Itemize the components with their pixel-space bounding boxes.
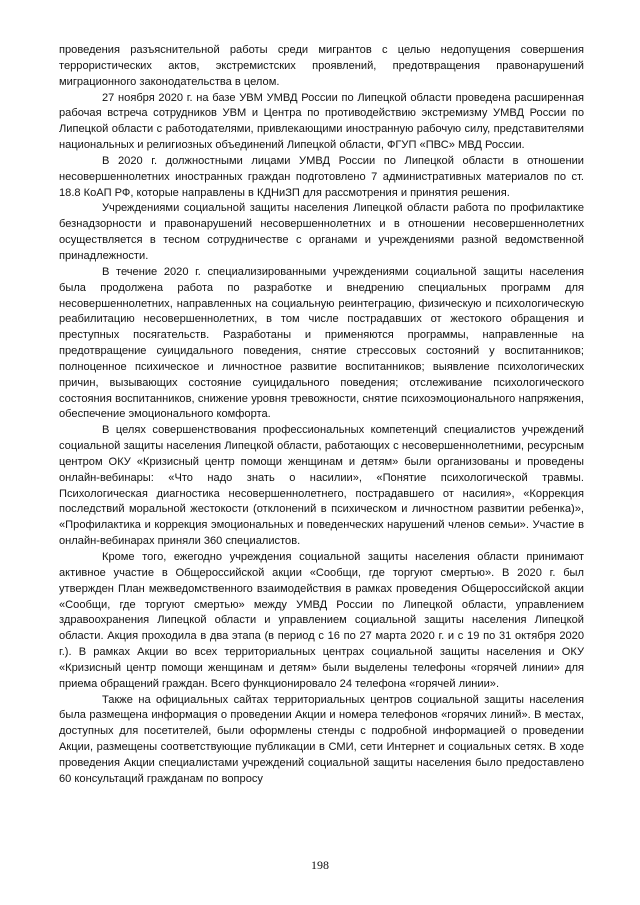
paragraph: 27 ноября 2020 г. на базе УВМ УМВД России по Липецкой области проведена расширенная рабочая встреча сотрудников УВМ и Центра по противодействию экстремизму УМВД России по Липецкой области с работодателями, привлекающими иностранную рабочую силу, представителями национальных и религиозных объединений Липецкой области, ФГУП «ПВС» МВД России. <box>59 91 584 152</box>
document-body <box>59 43 584 788</box>
paragraph: В целях совершенствования профессиональных компетенций специалистов учреждений социальной защиты населения Липецкой области, работающих с несовершеннолетними, ресурсным центром ОКУ «Кризисный центр помощи женщинам и детям» были организованы и проведены онлайн-вебинары: «Что надо знать о насилии», «Понятие психологической травмы. Психологическая диагностика несовершеннолетнего, пострадавшего от насилия», «Коррекция последствий моральной жестокости (отклонений в психическом и личностном развитии ребенка)», «Профилактика и коррекция эмоциональных и поведенческих нарушений членов семьи». Участие в онлайн-вебинарах приняли 360 специалистов. <box>59 424 584 548</box>
paragraph: В 2020 г. должностными лицами УМВД России по Липецкой области в отношении несовершеннолетних иностранных граждан подготовлено 7 административных материалов по ст. 18.8 КоАП РФ, которые направлены в КДНиЗП для рассмотрения и принятия решения. <box>59 154 584 199</box>
paragraph: В течение 2020 г. специализированными учреждениями социальной защиты населения была продолжена работа по разработке и внедрению специальных программ для несовершеннолетних, направленных на социальную реинтеграцию, физическую и психологическую реабилитацию несовершеннолетних, в том числе пострадавших от жестокого обращения и преступных посягательств. Разработаны и применяются программы, направленные на предотвращение суицидального поведения, снятие стрессовых состояний у воспитанников; полноценное психическое и личностное развитие воспитанников; выявление психологических причин, вызывающих состояние суицидального поведения; отслеживание психологического состояния воспитанников, снижение уровня тревожности, снятие психоэмоционального напряжения, обеспечение эмоционального комфорта. <box>59 265 584 421</box>
paragraph: Также на официальных сайтах территориальных центров социальной защиты населения была размещена информация о проведении Акции и номера телефонов «горячих линий». В местах, доступных для посетителей, были оформлены стенды с подробной информацией о проведении Акции, размещены соответствующие публикации в СМИ, сети Интернет и социальных сетях. В ходе проведения Акции специалистами учреждений социальной защиты населения было предоставлено 60 консультаций гражданам по вопросу <box>59 693 584 785</box>
page-number: 198 <box>311 858 329 872</box>
paragraph: проведения разъяснительной работы среди мигрантов с целью недопущения совершения террористических актов, экстремистских проявлений, предотвращения правонарушений миграционного законодательства в целом. <box>59 44 584 88</box>
paragraph: Кроме того, ежегодно учреждения социальной защиты населения области принимают активное участие в Общероссийской акции «Сообщи, где торгуют смертью». В 2020 г. был утвержден План межведомственного взаимодействия в рамках проведения Общероссийской акции «Сообщи, где торгуют смертью» между УМВД России по Липецкой области, управлением здравоохранения Липецкой области и управлением социальной защиты населения Липецкой области. Акция проходила в два этапа (в период с 16 по 27 марта 2020 г. и с 19 по 31 октября 2020 г.). В рамках Акции во всех территориальных центрах социальной защиты населения и ОКУ «Кризисный центр помощи женщинам и детям» были выделены телефоны «горячей линии» для приема обращений граждан. Всего функционировало 24 телефона «горячей линии». <box>59 551 584 690</box>
paragraph: Учреждениями социальной защиты населения Липецкой области работа по профилактике безнадзорности и правонарушений несовершеннолетних и в отношении несовершеннолетних осуществляется в тесном сотрудничестве с органами и учреждениями разной ведомственной принадлежности. <box>59 202 584 262</box>
